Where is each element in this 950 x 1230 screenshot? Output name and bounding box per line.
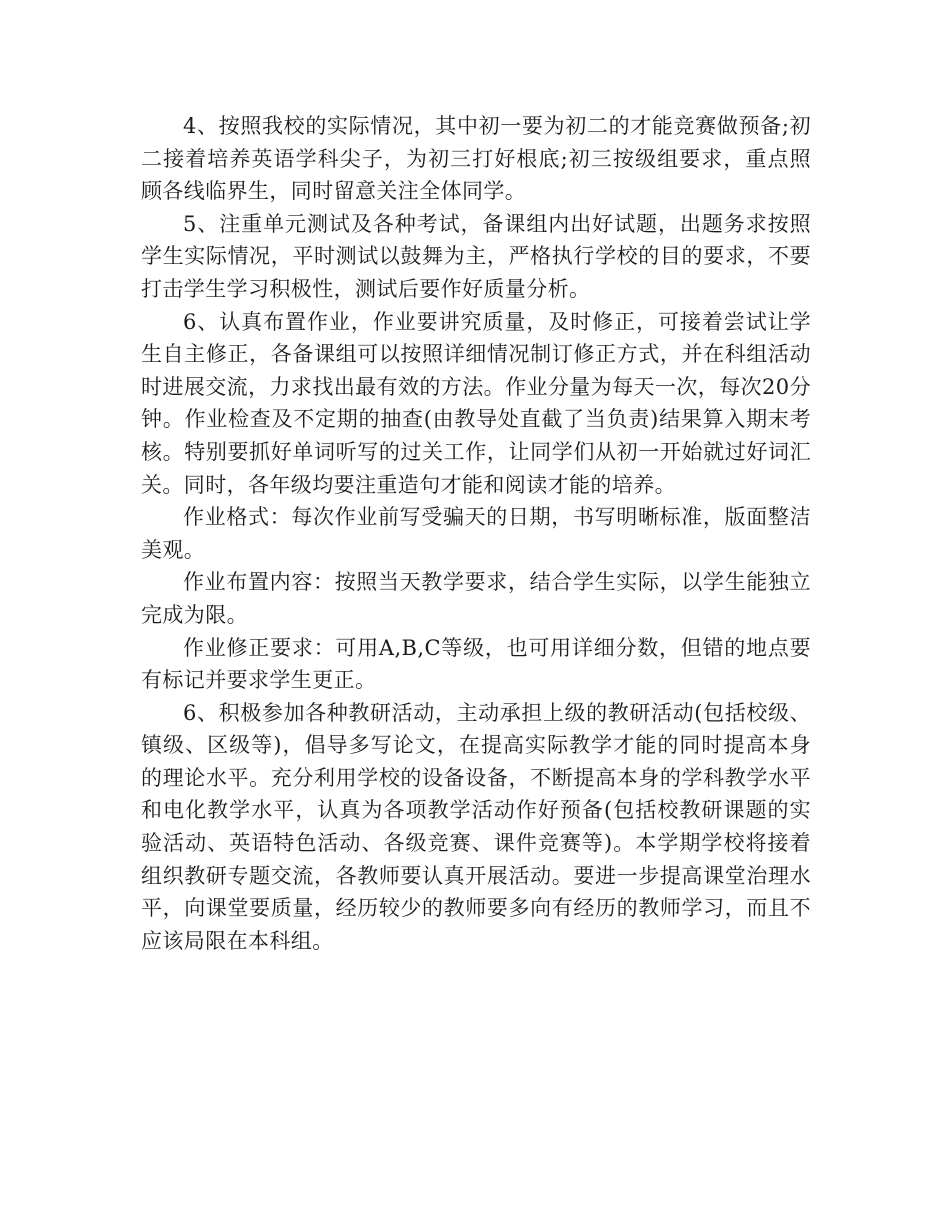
paragraph-item-6-research: 6、积极参加各种教研活动，主动承担上级的教研活动(包括校级、镇级、区级等)，倡导多写论文，在提高实际教学才能的同时提高本身的理论水平。充分利用学校的设备设备，不断提高本身的学科教学水平和电化教学水平，认真为各项教学活动作好预备(包括校教研课题的实验活动、英语特色活动、各级竞赛、课件竞赛等)。本学期学校将接着组织教研专题交流，各教师要认真开展活动。要进一步提高课堂治理水平，向课堂要质量，经历较少的教师要多向有经历的教师学习，而且不应该局限在本科组。: [141, 700, 811, 953]
paragraph-homework-content: 作业布置内容：按照当天教学要求，结合学生实际，以学生能独立完成为限。: [141, 570, 811, 627]
paragraph-item-6-homework: 6、认真布置作业，作业要讲究质量，及时修正，可接着尝试让学生自主修正，各备课组可以按照详细情况制订修正方式，并在科组活动时进展交流，力求找出最有效的方法。作业分量为每天一次，每次20分钟。作业检查及不定期的抽查(由教导处直截了当负责)结果算入期末考核。特别要抓好单词听写的过关工作，让同学们从初一开始就过好词汇关。同时，各年级均要注重造句才能和阅读才能的培养。: [141, 309, 811, 497]
paragraph-item-5: 5、注重单元测试及各种考试，备课组内出好试题，出题务求按照学生实际情况，平时测试以鼓舞为主，严格执行学校的目的要求，不要打击学生学习积极性，测试后要作好质量分析。: [141, 211, 811, 301]
paragraph-item-4: 4、按照我校的实际情况，其中初一要为初二的才能竞赛做预备;初二接着培养英语学科尖子，为初三打好根底;初三按级组要求，重点照顾各线临界生，同时留意关注全体同学。: [141, 114, 811, 204]
paragraph-homework-correction: 作业修正要求：可用A,B,C等级，也可用详细分数，但错的地点要有标记并要求学生更正。: [141, 635, 811, 693]
paragraph-homework-format: 作业格式：每次作业前写受骗天的日期，书写明晰标准，版面整洁美观。: [141, 505, 811, 562]
document-body: [141, 110, 811, 957]
